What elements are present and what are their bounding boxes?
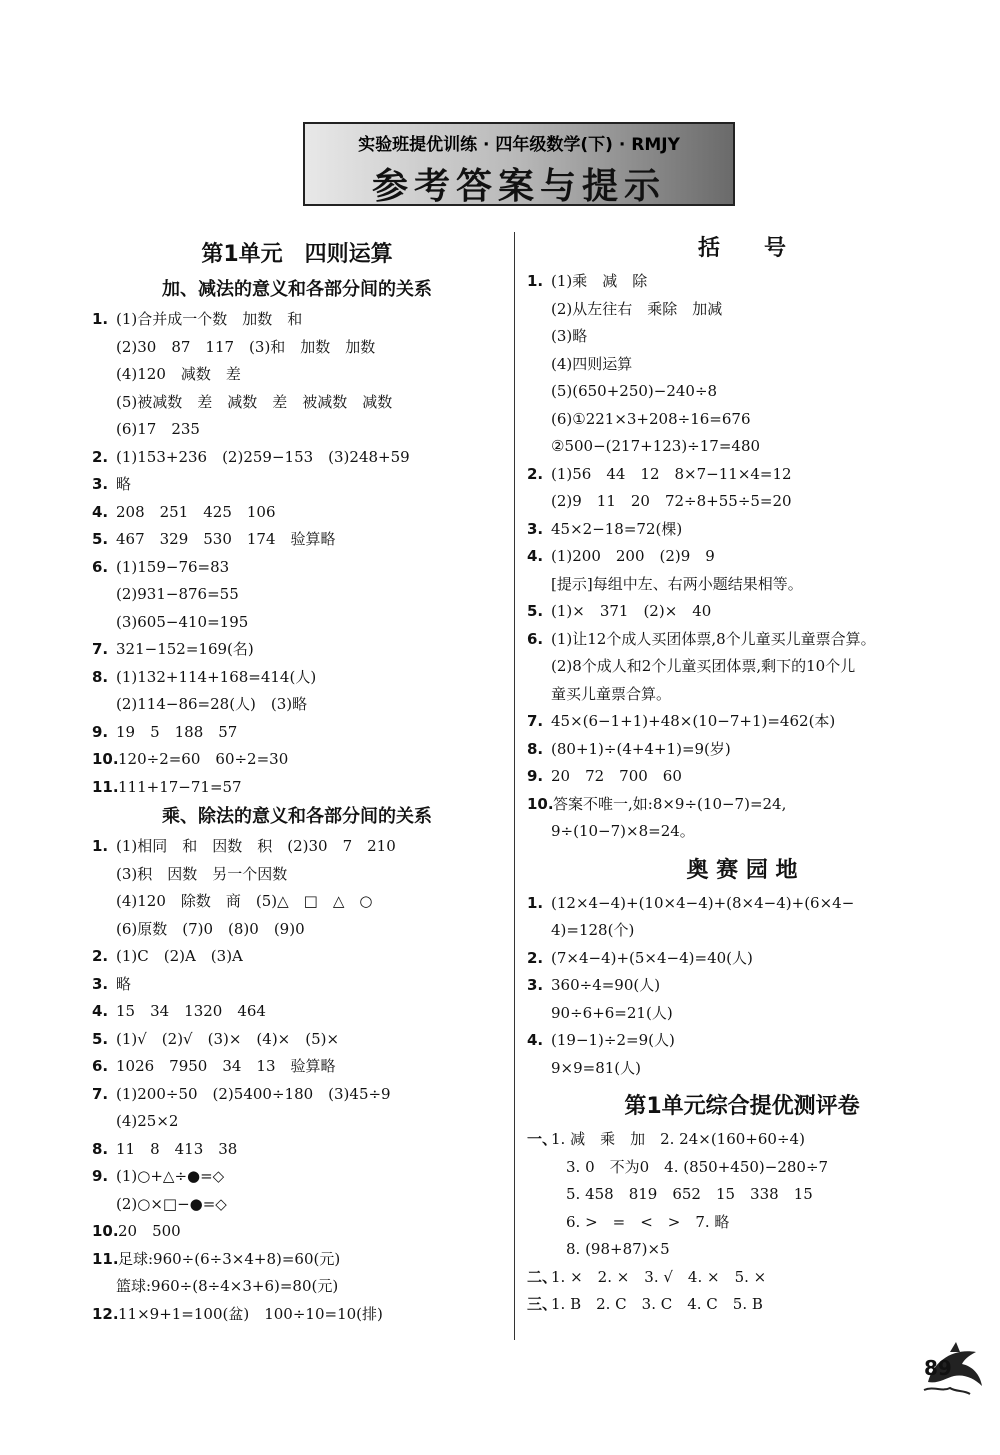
answer-line bbox=[527, 1000, 957, 1028]
question-number: 二、 bbox=[527, 1267, 558, 1286]
answer-line bbox=[527, 516, 957, 544]
answer-text: (1)153+236 (2)259−153 (3)248+59 bbox=[116, 447, 410, 466]
answer-text: (2)○×□−●=◇ bbox=[116, 1194, 227, 1213]
question-number: 10. bbox=[92, 1222, 119, 1240]
answer-line bbox=[92, 636, 502, 664]
answer-text: (4)25×2 bbox=[116, 1112, 179, 1130]
left-column bbox=[92, 236, 502, 1328]
question-number: 2. bbox=[527, 464, 544, 483]
answer-line bbox=[92, 943, 502, 971]
answer-line bbox=[92, 1136, 502, 1164]
header-banner bbox=[303, 122, 735, 206]
question-number: 5. bbox=[527, 602, 544, 620]
answer-text: 略 bbox=[116, 475, 132, 493]
answer-text: 1. 减 乘 加 2. 24×(160+60÷4) bbox=[551, 1130, 805, 1148]
answer-text: 童买儿童票合算。 bbox=[551, 684, 672, 703]
answer-text: 答案不唯一,如:8×9÷(10−7)=24, bbox=[553, 794, 787, 813]
answer-line bbox=[92, 998, 502, 1026]
question-number: 5. bbox=[92, 1029, 109, 1048]
answer-line bbox=[92, 444, 502, 472]
question-number: 10. bbox=[92, 750, 119, 768]
answer-line bbox=[92, 861, 502, 889]
question-number: 4. bbox=[527, 1031, 544, 1049]
question-number: 7. bbox=[527, 712, 544, 730]
question-number: 6. bbox=[92, 1057, 109, 1075]
question-number: 6. bbox=[527, 629, 544, 648]
answer-text: (2)30 87 117 (3)和 加数 加数 bbox=[116, 337, 376, 356]
answer-line bbox=[527, 1236, 957, 1264]
answer-text: 5. 458 819 652 15 338 15 bbox=[551, 1185, 813, 1203]
answer-line bbox=[527, 736, 957, 764]
answer-list-brackets bbox=[527, 268, 957, 846]
answer-line bbox=[527, 268, 957, 296]
answer-line bbox=[92, 916, 502, 944]
answer-text: 篮球:960÷(8÷4×3+6)=80(元) bbox=[116, 1277, 339, 1295]
answer-text: (1)200÷50 (2)5400÷180 (3)45÷9 bbox=[116, 1084, 391, 1103]
question-number: 4. bbox=[92, 1002, 109, 1020]
answer-line bbox=[92, 609, 502, 637]
answer-list-unit-test bbox=[527, 1126, 957, 1319]
answer-line bbox=[527, 972, 957, 1000]
answer-line bbox=[92, 554, 502, 582]
answer-text: (2)从左往右 乘除 加减 bbox=[551, 299, 723, 318]
question-number: 2. bbox=[527, 948, 544, 967]
answer-line bbox=[527, 571, 957, 599]
answer-line bbox=[527, 1291, 957, 1319]
answer-text: 20 72 700 60 bbox=[551, 767, 682, 785]
answer-text: (3)605−410=195 bbox=[116, 612, 249, 631]
question-number: 2. bbox=[92, 447, 109, 466]
answer-line bbox=[527, 791, 957, 819]
answer-text: 8. (98+87)×5 bbox=[551, 1240, 670, 1258]
question-number: 9. bbox=[527, 767, 544, 785]
answer-line bbox=[92, 1273, 502, 1301]
answer-list-olympiad bbox=[527, 890, 957, 1083]
answer-text: (3)积 因数 另一个因数 bbox=[116, 864, 288, 883]
answer-line bbox=[527, 461, 957, 489]
answer-text: (1)乘 减 除 bbox=[551, 272, 648, 290]
question-number: 1. bbox=[92, 310, 109, 328]
answer-text: (5)(650+250)−240÷8 bbox=[551, 382, 718, 400]
answer-line bbox=[527, 708, 957, 736]
answer-line bbox=[92, 664, 502, 692]
section-title-unit-test: 第1单元综合提优测评卷 bbox=[624, 1094, 860, 1119]
answer-line bbox=[527, 1154, 957, 1182]
answer-text: 45×2−18=72(棵) bbox=[551, 519, 683, 538]
question-number: 3. bbox=[92, 974, 109, 993]
column-divider bbox=[514, 232, 515, 1340]
answer-line bbox=[92, 1163, 502, 1191]
answer-text: 略 bbox=[116, 974, 132, 993]
answer-line bbox=[527, 1055, 957, 1083]
answer-line bbox=[527, 917, 957, 945]
question-number: 5. bbox=[92, 530, 109, 548]
answer-text: (19−1)÷2=9(人) bbox=[551, 1031, 675, 1049]
answer-text: (1)132+114+168=414(人) bbox=[116, 667, 317, 686]
answer-text: 20 500 bbox=[118, 1222, 181, 1240]
answer-text: [提示]每组中左、右两小题结果相等。 bbox=[551, 574, 803, 593]
question-number: 9. bbox=[92, 722, 109, 741]
question-number: 3. bbox=[92, 475, 109, 493]
answer-text: (4)四则运算 bbox=[551, 354, 633, 373]
question-number: 11. bbox=[92, 777, 119, 796]
question-number: 1. bbox=[527, 272, 544, 290]
answer-line bbox=[527, 1126, 957, 1154]
answer-line bbox=[92, 526, 502, 554]
answer-line bbox=[527, 406, 957, 434]
answer-line bbox=[527, 488, 957, 516]
answer-text: (1)159−76=83 bbox=[116, 557, 230, 576]
answer-text: 3. 0 不为0 4. (850+450)−280÷7 bbox=[551, 1157, 829, 1176]
answer-line bbox=[92, 1218, 502, 1246]
answer-line bbox=[92, 499, 502, 527]
answer-line bbox=[92, 691, 502, 719]
question-number: 8. bbox=[527, 739, 544, 758]
answer-line bbox=[527, 296, 957, 324]
answer-line bbox=[92, 746, 502, 774]
answer-text: (6)17 235 bbox=[116, 420, 200, 438]
answer-line bbox=[92, 833, 502, 861]
answer-line bbox=[527, 378, 957, 406]
question-number: 9. bbox=[92, 1167, 109, 1185]
answer-line bbox=[527, 433, 957, 461]
page-number: 89 bbox=[924, 1356, 952, 1380]
answer-line bbox=[527, 945, 957, 973]
answer-text: 9÷(10−7)×8=24。 bbox=[551, 822, 695, 840]
answer-text: 6. > = < > 7. 略 bbox=[551, 1212, 730, 1231]
answer-text: (1)相同 和 因数 积 (2)30 7 210 bbox=[116, 837, 396, 855]
answer-line bbox=[527, 681, 957, 709]
answer-line bbox=[92, 1026, 502, 1054]
section-title-add-sub: 加、减法的意义和各部分间的关系 bbox=[162, 279, 432, 300]
answer-text: (1)56 44 12 8×7−11×4=12 bbox=[551, 464, 792, 483]
question-number: 一、 bbox=[527, 1130, 558, 1148]
question-number: 12. bbox=[92, 1304, 119, 1323]
answer-text: 11 8 413 38 bbox=[116, 1139, 238, 1158]
answer-line bbox=[92, 1191, 502, 1219]
page-title: 参考答案与提示 bbox=[371, 166, 666, 207]
unit-title: 第1单元 四则运算 bbox=[201, 242, 393, 267]
answer-text: 208 251 425 106 bbox=[116, 502, 276, 521]
answer-text: 1026 7950 34 13 验算略 bbox=[116, 1057, 336, 1075]
answer-text: (2)8个成人和2个儿童买团体票,剩下的10个儿 bbox=[551, 657, 856, 675]
right-column bbox=[527, 230, 957, 1319]
section-title-olympiad: 奥 赛 园 地 bbox=[686, 857, 798, 883]
answer-text: 19 5 188 57 bbox=[116, 722, 238, 741]
answer-line bbox=[92, 306, 502, 334]
answer-line bbox=[92, 1301, 502, 1329]
answer-text: (2)931−876=55 bbox=[116, 585, 239, 603]
answer-text: (5)被减数 差 减数 差 被减数 减数 bbox=[116, 392, 393, 411]
answer-line bbox=[92, 1108, 502, 1136]
question-number: 6. bbox=[92, 557, 109, 576]
answer-line bbox=[92, 719, 502, 747]
answer-text: 467 329 530 174 验算略 bbox=[116, 530, 336, 548]
answer-text: 1. × 2. × 3. √ 4. × 5. × bbox=[551, 1267, 767, 1286]
question-number: 8. bbox=[92, 1139, 109, 1158]
header-subtitle: 实验班提优训练 · 四年级数学(下) · RMJY bbox=[358, 135, 680, 155]
answer-text: (6)原数 (7)0 (8)0 (9)0 bbox=[116, 919, 305, 938]
answer-text: 1. B 2. C 3. C 4. C 5. B bbox=[551, 1295, 763, 1313]
answer-line bbox=[92, 1053, 502, 1081]
question-number: 3. bbox=[527, 976, 544, 994]
answer-line bbox=[92, 971, 502, 999]
answer-line bbox=[527, 598, 957, 626]
answer-text: (3)略 bbox=[551, 327, 588, 345]
answer-line bbox=[92, 416, 502, 444]
answer-text: ②500−(217+123)÷17=480 bbox=[551, 437, 761, 455]
answer-line bbox=[527, 818, 957, 846]
question-number: 8. bbox=[92, 667, 109, 686]
answer-text: 111+17−71=57 bbox=[118, 777, 242, 796]
section-title-brackets: 括 号 bbox=[697, 236, 786, 261]
answer-line bbox=[527, 653, 957, 681]
answer-text: (1)○+△÷●=◇ bbox=[116, 1167, 225, 1185]
answer-line bbox=[527, 763, 957, 791]
answer-text: (1)让12个成人买团体票,8个儿童买儿童票合算。 bbox=[551, 629, 876, 648]
answer-line bbox=[92, 334, 502, 362]
answer-line bbox=[92, 1081, 502, 1109]
answer-text: (4)120 除数 商 (5)△ □ △ ○ bbox=[116, 892, 373, 910]
answer-text: (4)120 减数 差 bbox=[116, 365, 241, 383]
answer-line bbox=[527, 626, 957, 654]
question-number: 7. bbox=[92, 1084, 109, 1103]
answer-text: (1)200 200 (2)9 9 bbox=[551, 547, 715, 565]
answer-text: 120÷2=60 60÷2=30 bbox=[118, 750, 289, 768]
answer-text: (1)合并成一个数 加数 和 bbox=[116, 310, 303, 328]
answer-line bbox=[527, 351, 957, 379]
answer-list-mul-div bbox=[92, 833, 502, 1328]
answer-text: 15 34 1320 464 bbox=[116, 1002, 266, 1020]
answer-text: 90÷6+6=21(人) bbox=[551, 1003, 673, 1022]
answer-text: (80+1)÷(4+4+1)=9(岁) bbox=[551, 739, 731, 758]
answer-text: 360÷4=90(人) bbox=[551, 976, 661, 994]
answer-text: 11×9+1=100(盆) 100÷10=10(排) bbox=[118, 1304, 383, 1323]
answer-text: (1)× 371 (2)× 40 bbox=[551, 602, 712, 620]
question-number: 7. bbox=[92, 640, 109, 658]
answer-text: (1)√ (2)√ (3)× (4)× (5)× bbox=[116, 1029, 340, 1048]
answer-text: 9×9=81(人) bbox=[551, 1058, 642, 1077]
question-number: 10. bbox=[527, 794, 554, 813]
answer-text: (2)9 11 20 72÷8+55÷5=20 bbox=[551, 492, 792, 510]
answer-line bbox=[92, 361, 502, 389]
question-number: 3. bbox=[527, 519, 544, 538]
question-number: 1. bbox=[527, 893, 544, 912]
answer-text: 45×(6−1+1)+48×(10−7+1)=462(本) bbox=[551, 712, 836, 730]
section-title-mul-div: 乘、除法的意义和各部分间的关系 bbox=[162, 806, 432, 827]
question-number: 4. bbox=[92, 502, 109, 521]
answer-line bbox=[527, 1209, 957, 1237]
question-number: 4. bbox=[527, 547, 544, 565]
answer-text: (12×4−4)+(10×4−4)+(8×4−4)+(6×4− bbox=[551, 893, 855, 912]
answer-text: 4)=128(个) bbox=[551, 921, 635, 939]
answer-text: (2)114−86=28(人) (3)略 bbox=[116, 695, 308, 713]
answer-text: (6)①221×3+208÷16=676 bbox=[551, 409, 751, 428]
answer-line bbox=[92, 471, 502, 499]
answer-text: 足球:960÷(6÷3×4+8)=60(元) bbox=[118, 1249, 341, 1268]
answer-text: (1)C (2)A (3)A bbox=[116, 947, 243, 965]
question-number: 11. bbox=[92, 1249, 119, 1268]
answer-line bbox=[92, 774, 502, 802]
answer-line bbox=[527, 1264, 957, 1292]
question-number: 1. bbox=[92, 837, 109, 855]
answer-line bbox=[527, 1181, 957, 1209]
answer-line bbox=[92, 888, 502, 916]
answer-line bbox=[527, 890, 957, 918]
answer-line bbox=[527, 323, 957, 351]
question-number: 2. bbox=[92, 947, 109, 965]
answer-line bbox=[92, 389, 502, 417]
answer-line bbox=[92, 581, 502, 609]
answer-line bbox=[92, 1246, 502, 1274]
answer-list-add-sub bbox=[92, 306, 502, 801]
answer-text: (7×4−4)+(5×4−4)=40(人) bbox=[551, 948, 753, 967]
answer-text: 321−152=169(名) bbox=[116, 640, 254, 658]
question-number: 三、 bbox=[527, 1295, 558, 1313]
answer-line bbox=[527, 1027, 957, 1055]
answer-line bbox=[527, 543, 957, 571]
